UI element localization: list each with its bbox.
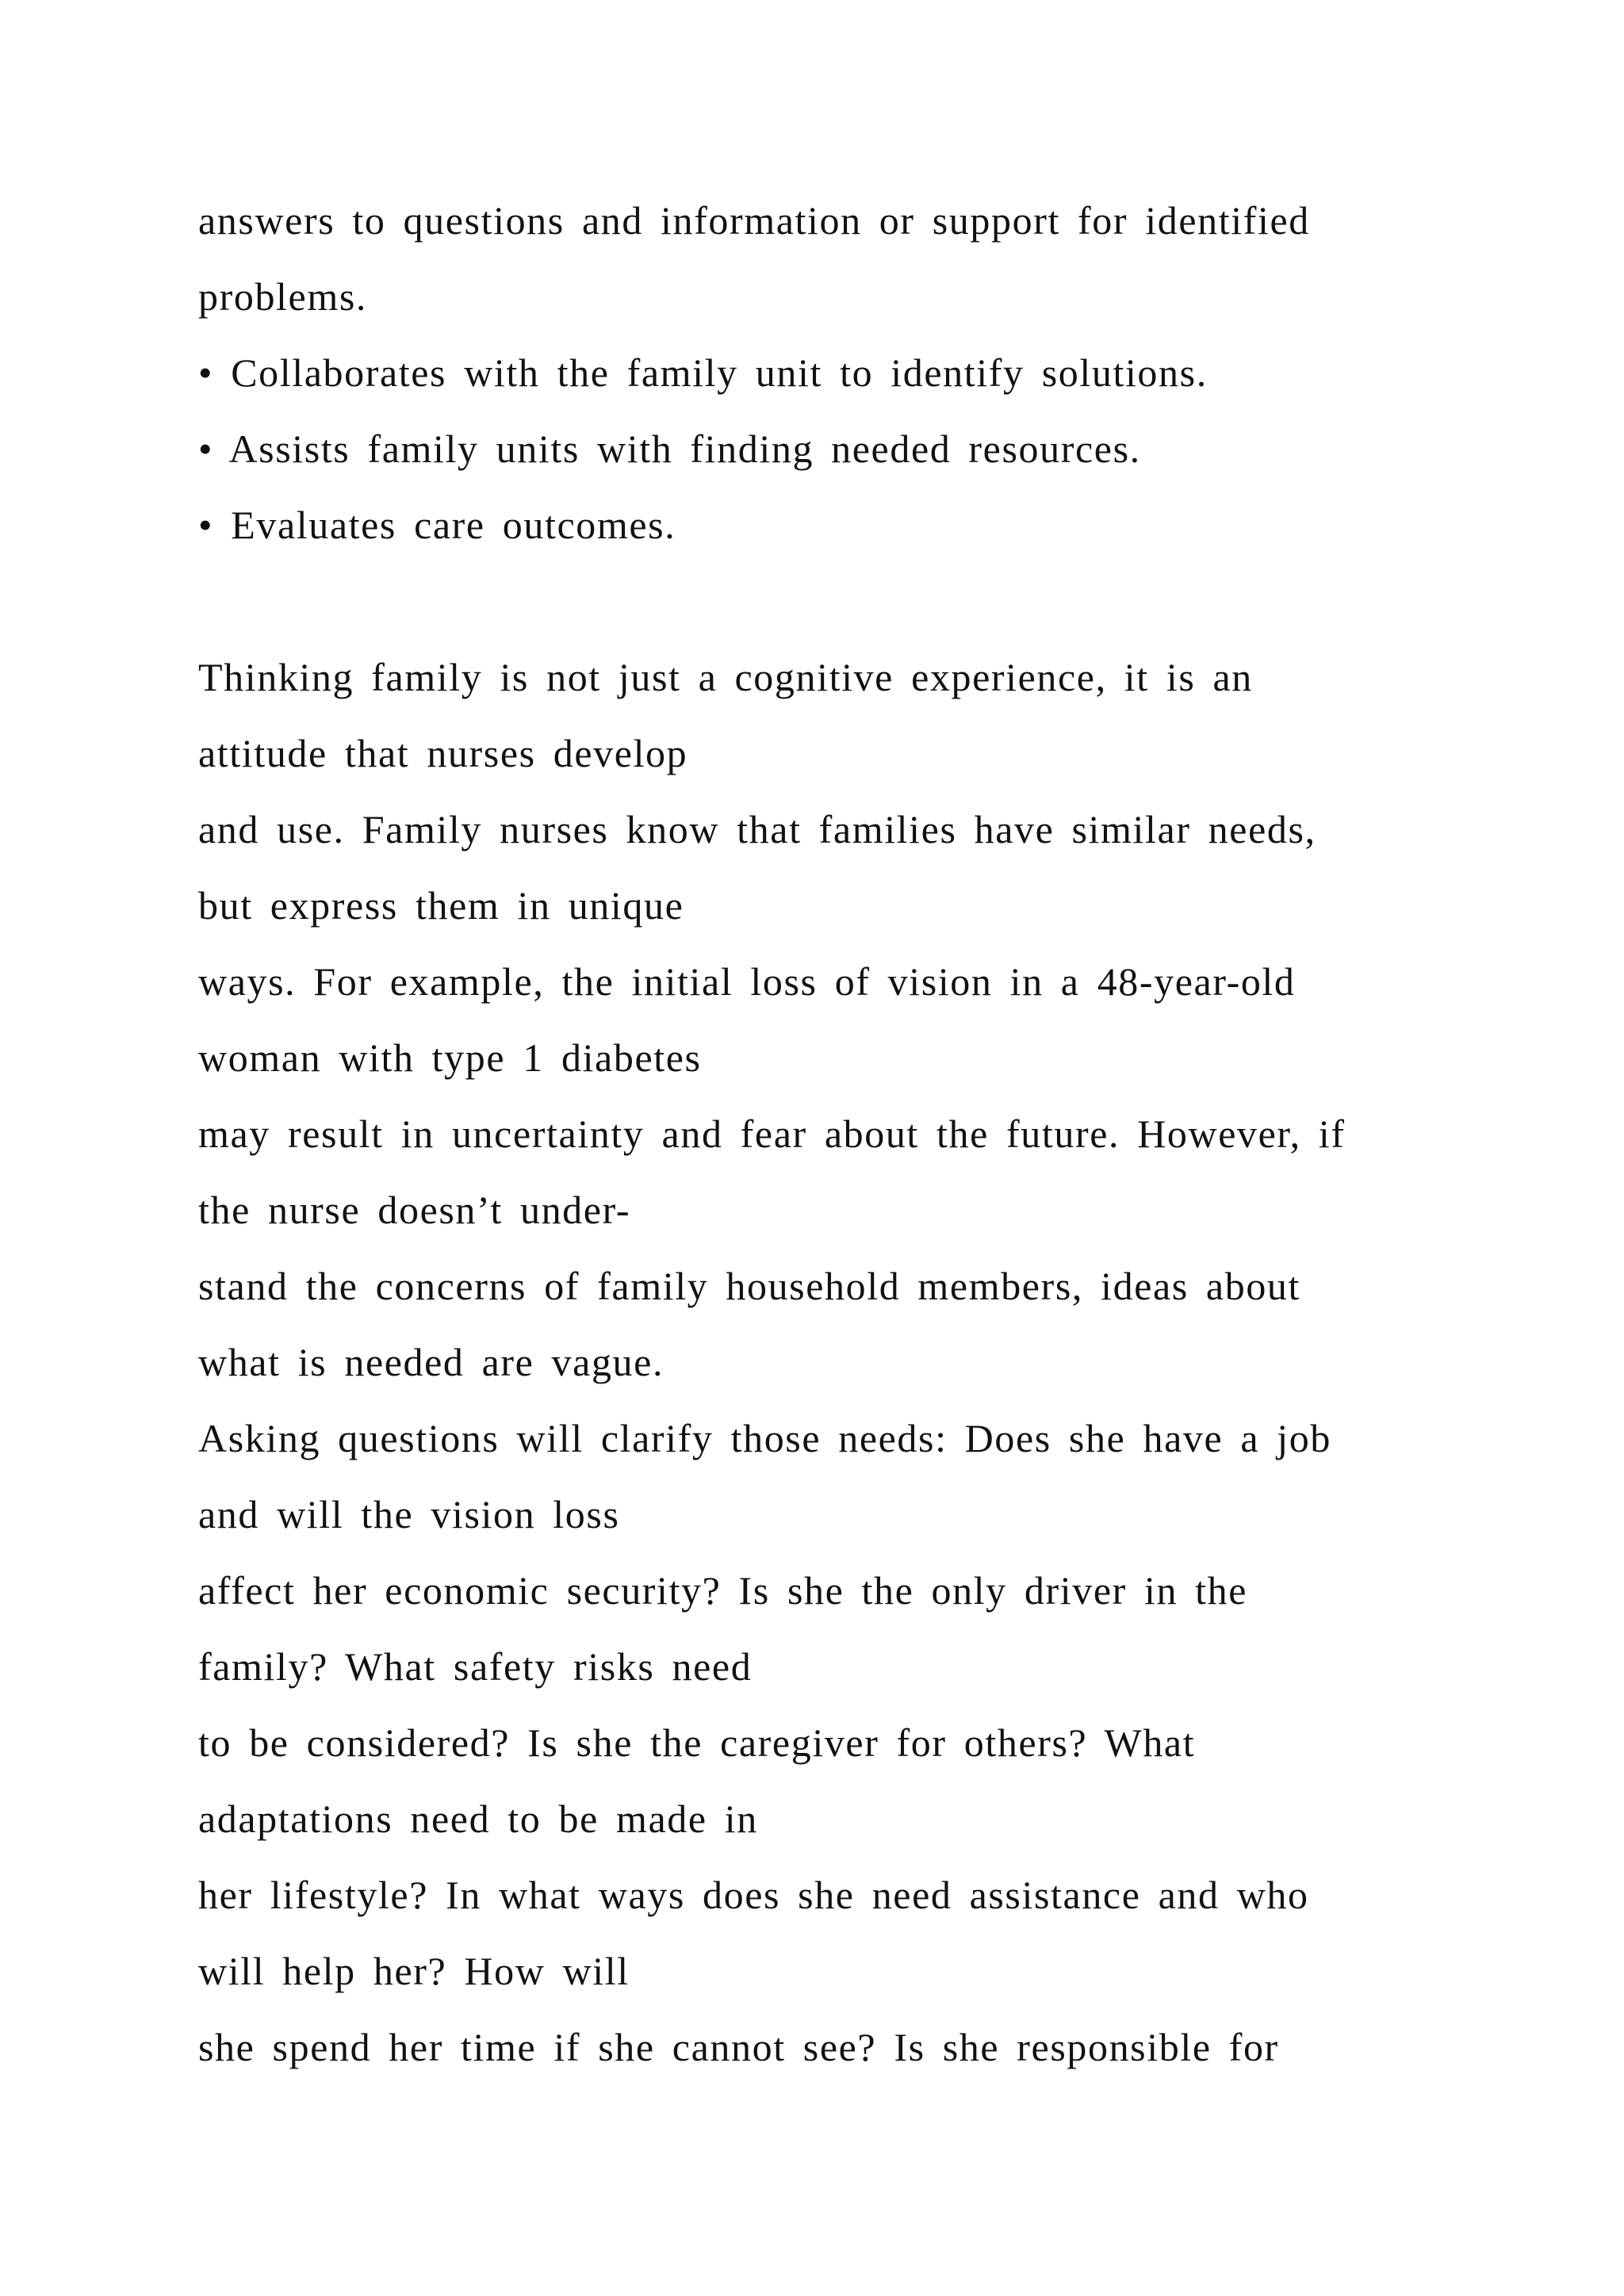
text-line: will help her? How will [198,1949,630,1993]
text-line: family? What safety risks need [198,1644,753,1689]
text-line: what is needed are vague. [198,1340,665,1384]
text-line: but express them in unique [198,883,684,928]
bullet-item: • Collaborates with the family unit to identify solutions. [198,350,1208,395]
text-line: woman with type 1 diabetes [198,1035,702,1080]
text-line: to be considered? Is she the caregiver for others? What [198,1720,1196,1765]
text-line: and use. Family nurses know that families have similar needs, [198,807,1316,851]
bullet-item: • Evaluates care outcomes. [198,503,676,547]
text-line: answers to questions and information or support for identified [198,198,1310,243]
bullet-item: • Assists family units with finding needed resources. [198,427,1141,471]
body-text [198,182,1507,2085]
text-line: the nurse doesn’t under- [198,1188,631,1232]
text-line: her lifestyle? In what ways does she need assistance and who [198,1873,1309,1917]
text-line: affect her economic security? Is she the only driver in the [198,1568,1248,1613]
text-line: may result in uncertainty and fear about the future. However, if [198,1112,1346,1156]
text-line: adaptations need to be made in [198,1797,758,1841]
text-line: ways. For example, the initial loss of vision in a 48-year-old [198,959,1296,1004]
text-line: and will the vision loss [198,1492,620,1536]
text-line: problems. [198,274,367,319]
text-line: Thinking family is not just a cognitive experience, it is an [198,655,1253,699]
text-line: stand the concerns of family household members, ideas about [198,1264,1301,1308]
paragraph-gap [198,563,1507,639]
text-line: attitude that nurses develop [198,731,688,775]
text-line: she spend her time if she cannot see? Is she responsible for [198,2025,1279,2069]
text-line: Asking questions will clarify those needs: Does she have a job [198,1416,1331,1460]
